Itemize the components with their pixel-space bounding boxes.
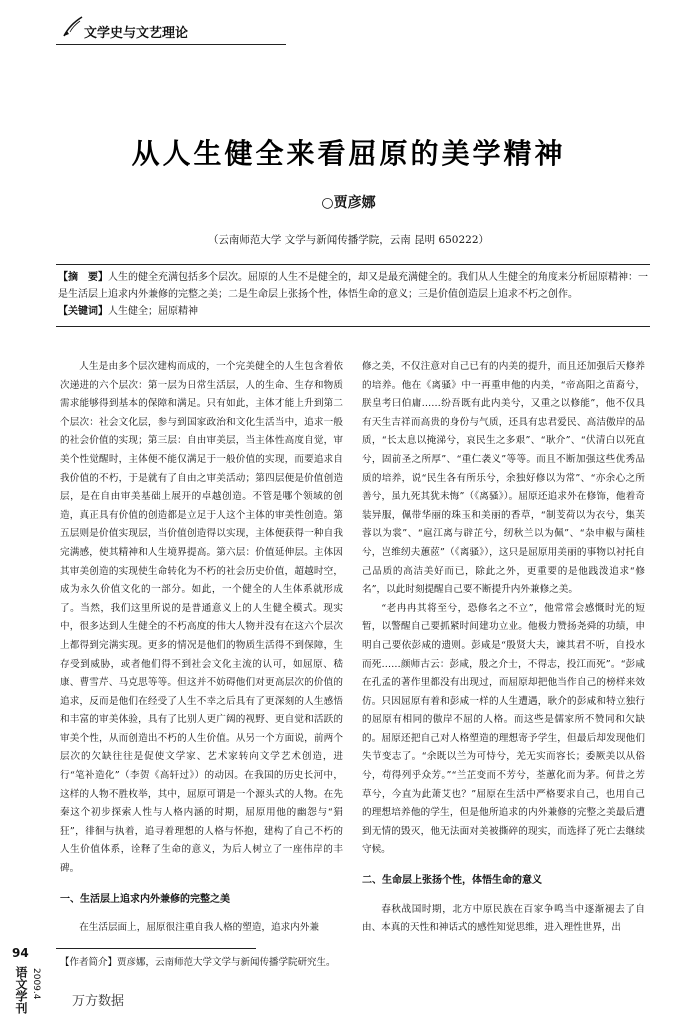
journal-name: 语文学刊 [14, 966, 28, 1014]
author-footnote: 【作者简介】贾彦娜，云南师范大学文学与新闻传播学院研究生。 [60, 957, 336, 968]
footnote-rule [56, 948, 256, 949]
abstract-text: 人生的健全充满包括多个层次。屈原的人生不是健全的，却又是最充满健全的。我们从人生健全的角度来分析屈原精神：一是生活层上追求内外兼修的完整之美；二是生命层上张扬个性，体悟生命的意义；三是价值创造层上追求不朽之创作。 [58, 272, 648, 300]
watermark: 万方数据 [72, 994, 125, 1009]
body-right-column [362, 358, 645, 938]
section-heading-2: 二、生命层上张扬个性，体悟生命的意义 [362, 875, 542, 887]
author: ○贾彦娜 [321, 195, 376, 211]
body-left-column [60, 358, 343, 938]
affiliation: （云南师范大学 文学与新闻传播学院，云南 昆明 650222） [207, 234, 490, 246]
paragraph: 春秋战国时期，北方中原民族在百家争鸣当中逐渐褪去了自由、本真的天性和神话式的感性知觉思维，进入理性世界，出 [362, 903, 645, 934]
paragraph: 修之美，不仅注意对自己已有的内美的提升，而且还加强后天修养的培养。他在《离骚》中一再重申他的内美，“帝高阳之苗裔兮，朕皇考曰伯庸……纷吾既有此内美兮，又重之以修能”，他不仅具有天生吉祥而高贵的身份与气质，还具有忠君爱民、高洁傲岸的品质，“长太息以掩涕兮，哀民生之多艰”、“耿介”、“伏清白以死直兮，固前圣之所厚”、“重仁袭义”等等。而且不断加强这些优秀品质的培养，说“民生各有所乐兮，余独好修以为常”、“亦余心之所善兮，虽九死其犹未悔”（《离骚》）。屈原还追求外在修饰，他着奇装异服，佩带华丽的珠玉和美丽的香草，“制芰荷以为衣兮，集芙蓉以为裳”、“扈江离与辟芷兮，纫秋兰以为佩”、“杂申椒与菌桂兮，岂维纫夫蕙茝”（《离骚》），这只是屈原用美丽的事物以衬托自己品质的高洁美好而已，除此之外，更重要的是他践泼追求“修名”，以此时刻提醒自己要不断提升内外兼修之美。 [362, 361, 645, 596]
paragraph: “老冉冉其将至兮，恐修名之不立”，他常常会感慨时光的短暂，以警醒自己要抓紧时间建功立业。他极力赞扬尧舜的功绩，申明自己要依彭咸的遗则。彭咸是“殷贤大夫，谏其君不听，自投水而死……颜师古云：彭咸，殷之介士，不得志，投江而死”。“彭咸在孔孟的著作里都没有出现过，而屈原却把他当作自己的榜样来效仿。只因屈原有着和彭咸一样的人生遭遇，耿介的彭咸和特立独行的屈原有相同的傲岸不屈的人格。而这些是儒家所不赞同和欠缺的。屈原还把自己对人格塑造的理想寄予学生，但最后却发现他们失节变志了。“余既以兰为可恃兮，羌无实而容长；委厥美以从俗兮，苟得列乎众芳。”“兰芷变而不芳兮，荃蕙化而为茅。何昔之芳草兮，今直为此萧艾也？”屈原在生活中严格要求自己，也用自己的理想培养他的学生，但是他所追求的内外兼修的完整之美最后遭到无情的毁灭，他无法面对美被撕碎的现实，而选择了死亡去继续守候。 [362, 602, 645, 856]
section-label: 文学史与文艺理论 [84, 26, 189, 41]
keywords-text: 人生健全；屈原精神 [108, 306, 198, 317]
issue-number: 2009.4 [31, 968, 41, 1000]
abstract [58, 269, 648, 303]
abstract-label: 【摘 要】 [58, 272, 108, 283]
page-number: 94 [12, 946, 29, 960]
keywords [58, 303, 648, 320]
keywords-label: 【关键词】 [58, 306, 108, 317]
abstract-box [56, 264, 650, 327]
paragraph: 在生活层面上，屈原很注重自我人格的塑造，追求内外兼 [79, 922, 320, 934]
section-heading-1: 一、生活层上追求内外兼修的完整之美 [60, 893, 230, 905]
article-title: 从人生健全来看屈原的美学精神 [131, 137, 566, 170]
header-rule [56, 44, 286, 45]
paragraph: 人生是由多个层次建构而成的，一个完美健全的人生包含着依次递进的六个层次：第一层为日常生活层，人的生命、生存和物质需求能够得到基本的保障和满足。只有如此，主体才能上升到第二个层次：社会文化层，参与到国家政治和文化生活当中，追求一般的社会价值的实现；第三层：自由审美层，当主体性高度自觉，审美个性觉醒时，主体便不能仅满足于一般价值的实现，而要追求自我价值的不朽，于是就有了自由之审美活动；第四层便是价值创造层，是在自由审美基础上展开的卓越创造。不管是哪个领域的创造，真正具有价值的创造都是立足于人这个主体的审美性创造。第五层则是价值实现层，当价值创造得以实现，主体便获得一种自我完满感，使其精神和人生境界提高。第六层：价值延伸层。主体因其审美创造的实现使生命转化为不朽的社会历史价值，超越时空，成为永久价值文化的一部分。如此，一个健全的人生体系就形成了。当然，我们这里所说的是普通意义上的人生健全模式。现实中，很多达到人生健全的不朽高度的伟大人物并没有在这六个层次上都得到完满实现。更多的情况是他们的物质生活得不到保障，生存受到威胁，或者他们得不到社会文化主流的认可，如屈原、嵇康、曹雪芹、马克思等等。但这并不妨碍他们对更高层次的价值的追求，反而是他们在经受了人生不幸之后具有了更深刻的人生感悟和丰富的审美体验，具有了比别人更广阔的视野、更自觉和活跃的审美个性，从而创造出不朽的人生价值。从另一个方面说，前两个层次的欠缺往往是促使文学家、艺术家转向文学艺术创造，进行“笔补造化”（李贺《高轩过》）的动因。在我国的历史长河中，这样的人物不胜枚举，其中，屈原可谓是一个源头式的人物。在先秦这个初步探索人性与人格内涵的时期，屈原用他的幽怨与“狷狂”，徘徊与执着，追寻着理想的人格与怀抱，建构了自己不朽的人生价值体系，诠释了生命的意义，为后人树立了一座伟岸的丰碑。 [60, 361, 343, 875]
pen-icon [60, 14, 86, 40]
